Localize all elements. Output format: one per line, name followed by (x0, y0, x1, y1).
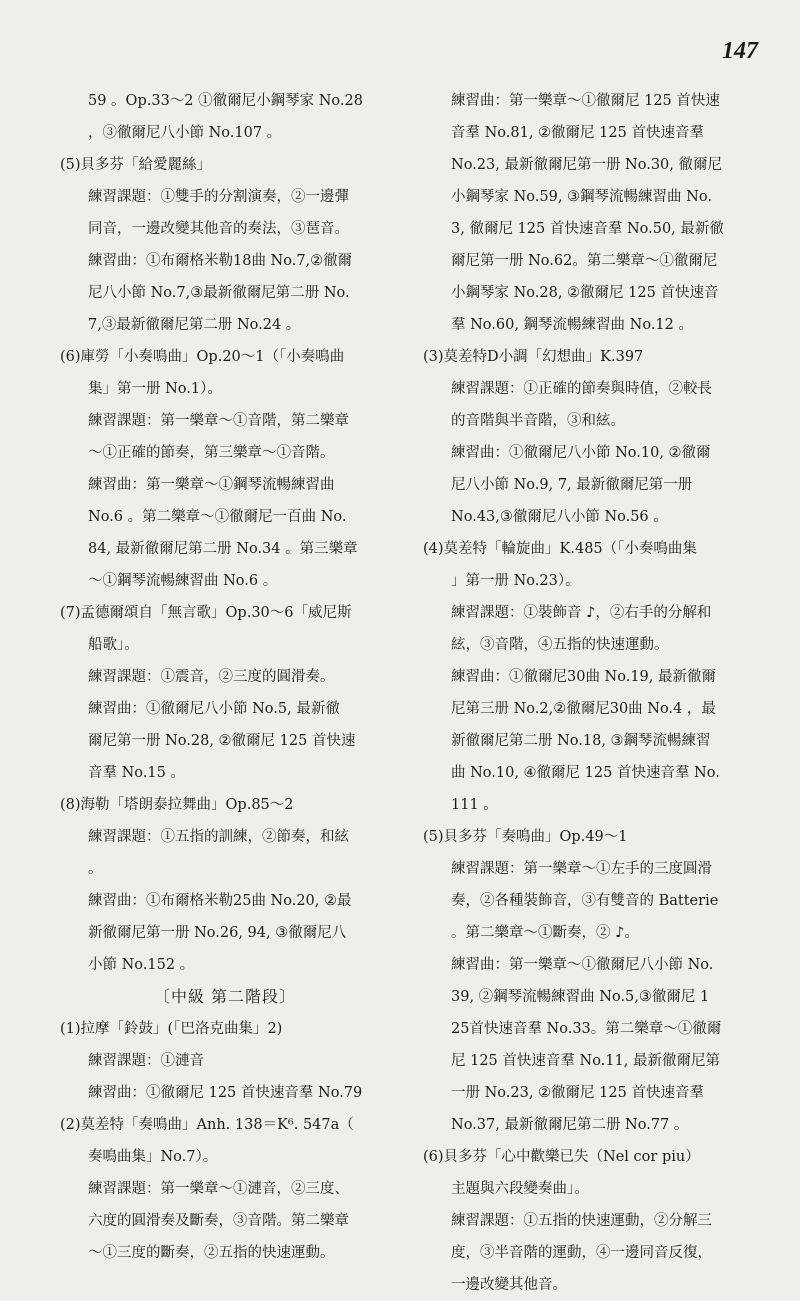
piece-heading: (6)貝多芬「心中歡樂已失（Nel cor piu） (423, 1149, 700, 1165)
text-line: 練習曲：①布爾格米勒18曲 No.7,②徹爾 (88, 253, 353, 269)
piece-heading: (6)庫勞「小奏鳴曲」Op.20～1（「小奏鳴曲 (60, 349, 345, 365)
text-line: 羣 No.60, 鋼琴流暢練習曲 No.12 。 (451, 317, 693, 333)
text-line: 111 。 (451, 797, 498, 813)
text-line: 練習課題：①裝飾音 ♪，②右手的分解和 (451, 605, 712, 621)
text-line: 絃，③音階，④五指的快速運動。 (451, 637, 669, 653)
text-line: 爾尼第一册 No.62。第二樂章～①徹爾尼 (451, 253, 718, 269)
piece-heading: (5)貝多芬「給愛麗絲」 (60, 157, 212, 173)
piece-heading: (2)莫差特「奏鳴曲」Anh. 138＝K⁶. 547a（ (60, 1117, 354, 1133)
text-line: 練習課題：第一樂章～①音階，第二樂章 (88, 413, 349, 429)
text-line: 集」第一册 No.1）。 (88, 381, 222, 397)
text-line: 小鋼琴家 No.59, ③鋼琴流暢練習曲 No. (451, 189, 712, 205)
text-line: 尼八小節 No.7,③最新徹爾尼第二册 No. (88, 285, 350, 301)
text-line: 奏，②各種裝飾音，③有雙音的 Batterie (451, 893, 719, 909)
text-line: 練習曲：①徹爾尼八小節 No.10, ②徹爾 (451, 445, 711, 461)
text-line: 的音階與半音階，③和絃。 (451, 413, 625, 429)
text-line: 練習曲：①徹爾尼30曲 No.19, 最新徹爾 (451, 669, 716, 685)
text-line: 小節 No.152 。 (88, 957, 195, 973)
text-line: 練習曲：第一樂章～①徹爾尼八小節 No. (451, 957, 714, 973)
text-line: No.23, 最新徹爾尼第一册 No.30, 徹爾尼 (451, 157, 722, 173)
text-line: 練習曲：第一樂章～①鋼琴流暢練習曲 (88, 477, 335, 493)
text-line: No.37, 最新徹爾尼第二册 No.77 。 (451, 1117, 689, 1133)
text-line: 」第一册 No.23）。 (451, 573, 580, 589)
text-line: No.43,③徹爾尼八小節 No.56 。 (451, 509, 668, 525)
text-line: ，③徹爾尼八小節 No.107 。 (88, 125, 282, 141)
text-line: 六度的圓滑奏及斷奏，③音階。第二樂章 (88, 1213, 349, 1229)
text-line: 尼八小節 No.9, 7, 最新徹爾尼第一册 (451, 477, 693, 493)
text-line: 尼 125 首快速音羣 No.11, 最新徹爾尼第 (451, 1053, 720, 1069)
text-line: 練習曲：第一樂章～①徹爾尼 125 首快速 (451, 93, 720, 109)
piece-heading: (8)海勒「塔朗泰拉舞曲」Op.85～2 (60, 797, 294, 813)
left-column (60, 85, 390, 1269)
text-line: 59 。Op.33～2 ①徹爾尼小鋼琴家 No.28 (88, 93, 363, 109)
text-line: 奏鳴曲集」No.7）。 (88, 1149, 218, 1165)
piece-heading: (7)孟德爾頌自「無言歌」Op.30～6「威尼斯 (60, 605, 352, 621)
text-line: 主題與六段變奏曲」。 (451, 1181, 589, 1197)
text-line: 音羣 No.81, ②徹爾尼 125 首快速音羣 (451, 125, 704, 141)
text-line: 爾尼第一册 No.28, ②徹爾尼 125 首快速 (88, 733, 356, 749)
text-line: 25首快速音羣 No.33。第二樂章～①徹爾 (451, 1021, 722, 1037)
text-line: 練習課題：①正確的節奏與時值，②較長 (451, 381, 712, 397)
text-line: 7,③最新徹爾尼第二册 No.24 。 (88, 317, 301, 333)
text-line: 船歌」。 (88, 637, 139, 653)
section-title: 〔中級 第二階段〕 (153, 987, 297, 1006)
piece-heading: (1)拉摩「鈴鼓」(「巴洛克曲集」2) (60, 1021, 283, 1037)
text-line: 新徹爾尼第二册 No.18, ③鋼琴流暢練習 (451, 733, 711, 749)
page-number: 147 (722, 38, 758, 64)
text-line: No.6 。第二樂章～①徹爾尼一百曲 No. (88, 509, 347, 525)
text-line: ～①三度的斷奏，②五指的快速運動。 (88, 1245, 335, 1261)
text-line: 練習課題：①五指的訓練，②節奏，和絃 (88, 829, 349, 845)
piece-heading: (4)莫差特「輪旋曲」K.485（「小奏鳴曲集 (423, 541, 697, 557)
text-line: 同音，一邊改變其他音的奏法，③琶音。 (88, 221, 349, 237)
piece-heading: (3)莫差特D小調「幻想曲」K.397 (423, 349, 644, 365)
text-line: ～①正確的節奏，第三樂章～①音階。 (88, 445, 335, 461)
text-line: 練習曲：①徹爾尼八小節 No.5, 最新徹 (88, 701, 340, 717)
text-line: 一邊改變其他音。 (451, 1277, 567, 1293)
text-line: 練習課題：①漣音 (88, 1053, 204, 1069)
piece-heading: (5)貝多芬「奏鳴曲」Op.49～1 (423, 829, 628, 845)
text-line: 新徹爾尼第一册 No.26, 94, ③徹爾尼八 (88, 925, 347, 941)
right-column (423, 85, 768, 1301)
text-line: 尼第三册 No.2,②徹爾尼30曲 No.4 ，最 (451, 701, 716, 717)
text-line: ～①鋼琴流暢練習曲 No.6 。 (88, 573, 278, 589)
text-line: 曲 No.10, ④徹爾尼 125 首快速音羣 No. (451, 765, 720, 781)
text-line: 39, ②鋼琴流暢練習曲 No.5,③徹爾尼 1 (451, 989, 710, 1005)
text-line: 練習課題：①雙手的分割演奏，②一邊彈 (88, 189, 349, 205)
text-line: 。 (88, 861, 103, 877)
text-line: 一册 No.23, ②徹爾尼 125 首快速音羣 (451, 1085, 704, 1101)
text-line: 度，③半音階的運動，④一邊同音反復， (451, 1245, 712, 1261)
text-line: 小鋼琴家 No.28, ②徹爾尼 125 首快速音 (451, 285, 719, 301)
text-line: 練習曲：①徹爾尼 125 首快速音羣 No.79 (88, 1085, 363, 1101)
text-line: 練習課題：第一樂章～①漣音，②三度、 (88, 1181, 349, 1197)
text-line: 練習曲：①布爾格米勒25曲 No.20, ②最 (88, 893, 352, 909)
text-line: 。第二樂章～①斷奏，② ♪。 (451, 925, 639, 941)
text-line: 84, 最新徹爾尼第二册 No.34 。第三樂章 (88, 541, 358, 557)
text-line: 練習課題：第一樂章～①左手的三度圓滑 (451, 861, 712, 877)
text-line: 3, 徹爾尼 125 首快速音羣 No.50, 最新徹 (451, 221, 724, 237)
text-line: 音羣 No.15 。 (88, 765, 185, 781)
text-line: 練習課題：①震音，②三度的圓滑奏。 (88, 669, 335, 685)
text-line: 練習課題：①五指的快速運動，②分解三 (451, 1213, 712, 1229)
